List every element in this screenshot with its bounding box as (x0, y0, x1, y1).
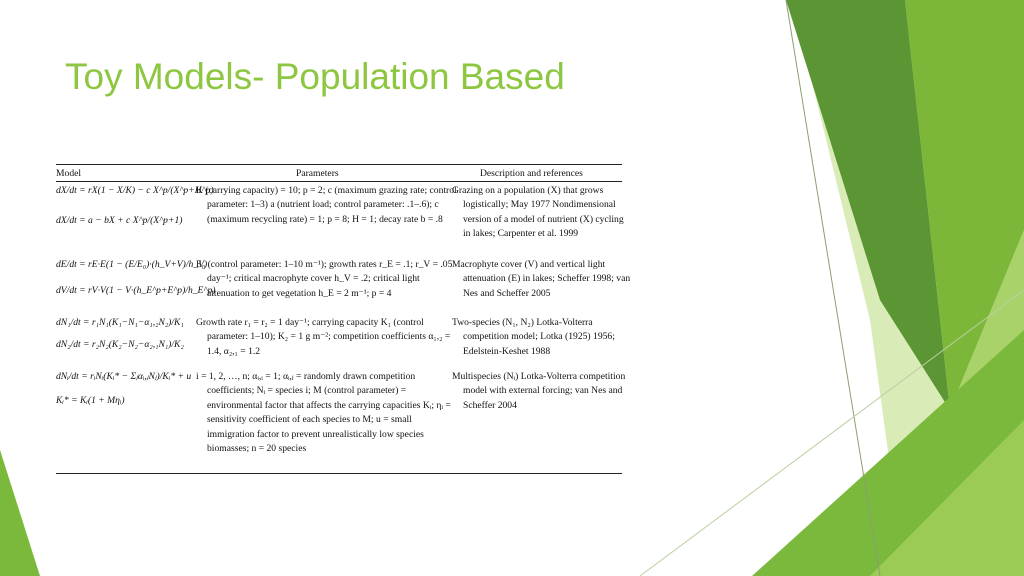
deco-left-corner (0, 450, 40, 576)
description-cell: Macrophyte cover (V) and vertical light attenuation (E) in lakes; Scheffer 1998; van Nes and Scheffer 2005 (452, 259, 631, 299)
slide-title: Toy Models- Population Based (65, 56, 565, 97)
equation: dE/dt = rE·E(1 − (E/E₀)·(h_V+V)/h_V) (56, 259, 208, 270)
parameters-cell: Growth rate r₁ = r₂ = 1 day⁻¹; carrying capacity K₁ (control parameter: 1–10); K₂ = 1 g m⁻²; competition coefficients α₁,₂ = 1.4, α₂,₁ = 1.2 (196, 317, 451, 357)
description-cell: Grazing on a population (X) that grows logistically; May 1977 Nondimensional version of a model of nutrient (X) cycling in lakes; Carpenter et al. 1999 (452, 185, 624, 240)
header-model: Model (56, 168, 82, 179)
table-bottom-rule (56, 473, 622, 474)
description-cell: Multispecies (Nᵢ) Lotka-Volterra competition model with external forcing; van Nes and Scheffer 2004 (452, 371, 626, 411)
model-equations (56, 316, 190, 352)
header-description: Description and references (480, 168, 583, 179)
equation: dNᵢ/dt = rᵢNᵢ(Kᵢ* − Σⱼαᵢ,ⱼNⱼ)/Kᵢ* + u (56, 371, 192, 382)
equation: dV/dt = rV·V(1 − V·(h_E^p+E^p)/h_E^p) (56, 285, 216, 296)
description-cell: Two-species (N₁, N₂) Lotka-Volterra competition model; Lotka (1925) 1956; Edelstein-Keshet 1988 (452, 317, 615, 357)
model-equations (56, 184, 214, 228)
equation: dN₂/dt = r₂N₂(K₂−N₂−α₂,₁N₁)/K₂ (56, 339, 184, 350)
equation: dN₁/dt = r₁N₁(K₁−N₁−α₁,₂N₂)/K₁ (56, 317, 184, 328)
equation: dX/dt = a − bX + c X^p/(X^p+1) (56, 215, 183, 226)
equation: dX/dt = rX(1 − X/K) − c X^p/(X^p+H^p) (56, 185, 214, 196)
equation: Kᵢ* = Kᵢ(1 + Mηᵢ) (56, 395, 125, 406)
table-header-rule (56, 181, 622, 182)
parameters-cell: E₀ (control parameter: 1–10 m⁻¹); growth rates r_E = .1; r_V = .05 day⁻¹; critical macrophyte cover h_V = .2; critical light attenuation to get vegetation h_E = 2 m⁻¹; p = 4 (196, 259, 453, 299)
model-equations (56, 370, 190, 408)
header-parameters: Parameters (296, 168, 339, 179)
table-top-rule (56, 164, 622, 165)
parameters-cell: i = 1, 2, …, n; αᵢ,ᵢ = 1; αᵢ,ⱼ = randomly drawn competition coefficients; Nᵢ = species i; M (control parameter) = environmental factor that affects the carrying capacities Kᵢ; ηᵢ = sensitivity coefficient of each species to M; u = small immigration factor to prevent unrealistically low species biomasses; n = 20 species (196, 371, 451, 455)
parameters-cell: K (carrying capacity) = 10; p = 2; c (maximum grazing rate; control parameter: 1–3) a (nutrient load; control parameter: .1–.6); c (maximum recycling rate) = 1; p = 8; H = 1; decay rate b = .8 (196, 185, 457, 225)
model-equations (56, 258, 216, 298)
